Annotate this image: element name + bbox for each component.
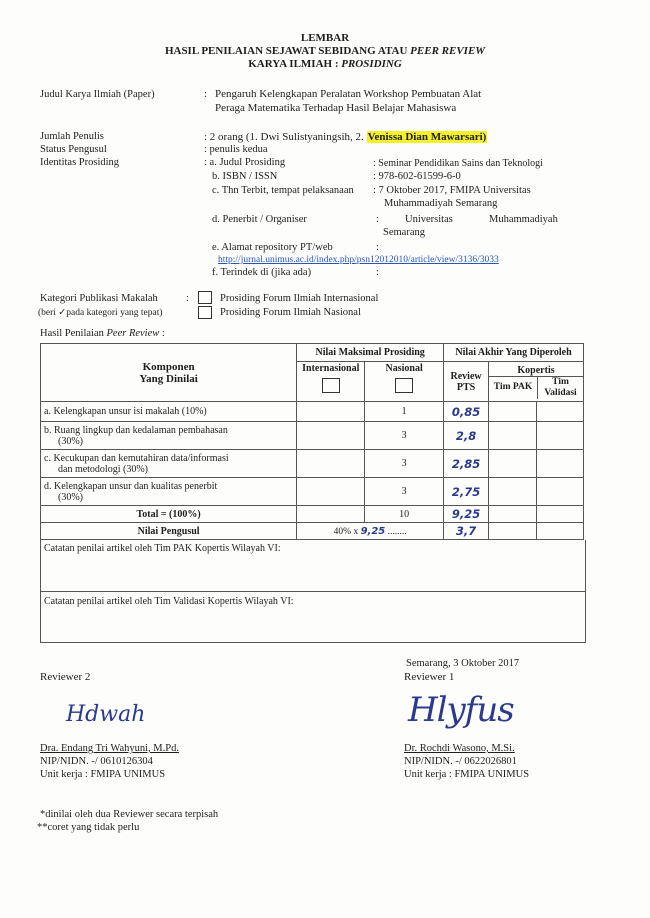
table-row (41, 422, 584, 450)
judul-label: Judul Karya Ilmiah (Paper) (40, 89, 155, 100)
hasil-italic: Peer Review (106, 328, 160, 339)
judul-value: Pengaruh Kelengkapan Peralatan Workshop Pembuatan Alat (215, 88, 482, 100)
validasi-text: Validasi (544, 387, 577, 398)
row-tim-pak (489, 478, 537, 506)
terindek-colon: : (376, 267, 379, 278)
row-review: 2,75 (444, 478, 489, 506)
highlighted-author: Venissa Dian Mawarsari) (367, 131, 487, 143)
row-label (41, 478, 297, 506)
row-tim-pak (489, 402, 537, 422)
row-internasional (297, 422, 365, 450)
hasil-suffix: : (159, 328, 165, 339)
review-text: Review (450, 370, 482, 382)
nasional-box[interactable] (395, 378, 413, 393)
checkbox-nasional[interactable] (198, 306, 212, 319)
tahun-value-2: Muhammadiyah Semarang (384, 198, 498, 209)
row-label-1: b. Ruang lingkup dan kedalaman pembahasan (44, 424, 228, 436)
row-label (41, 402, 297, 422)
isbn-label: b. ISBN / ISSN (212, 171, 278, 182)
tahun-value: : 7 Oktober 2017, FMIPA Universitas (373, 185, 531, 196)
total-review: 9,25 (444, 506, 489, 523)
repository-link[interactable]: http://jurnal.unimus.ac.id/index.php/psn12012010/article/view/3136/3033 (218, 255, 499, 265)
footnote-2: **coret yang tidak perlu (37, 822, 140, 833)
judul-colon: : (204, 89, 207, 100)
review-header (444, 362, 489, 402)
pengusul-formula-text: 40% x (333, 526, 361, 537)
row-tim-validasi (537, 478, 584, 506)
row-nasional: 3 (365, 450, 444, 478)
row-label-2: dan metodologi (30%) (58, 463, 148, 475)
row-review: 2,85 (444, 450, 489, 478)
row-label (41, 422, 297, 450)
opt-internasional: Prosiding Forum Ilmiah Internasional (220, 293, 379, 304)
row-tim-validasi (537, 422, 584, 450)
nilai-akhir-header: Nilai Akhir Yang Diperoleh (444, 344, 584, 362)
table-row (41, 450, 584, 478)
pengusul-formula-hand: 9,25 (360, 525, 386, 537)
catatan-pak-box[interactable] (40, 540, 586, 592)
row-label-2: (30%) (58, 435, 83, 447)
pengusul-formula (297, 523, 444, 540)
identitas-label: Identitas Prosiding (40, 157, 120, 168)
total-row (41, 506, 584, 523)
internasional-text: Internasional (302, 363, 360, 374)
reviewer1-unit: Unit kerja : FMIPA UNIMUS (404, 769, 530, 780)
total-internasional (297, 506, 365, 523)
kopertis-header (489, 362, 584, 402)
catatan-pak-label: Catatan penilai artikel oleh Tim PAK Kopertis Wilayah VI: (44, 543, 281, 554)
row-label (41, 450, 297, 478)
reviewer2-nip: NIP/NIDN. -/ 0610126304 (40, 756, 153, 767)
row-review: 0,85 (444, 402, 489, 422)
row-internasional (297, 450, 365, 478)
table-row (41, 402, 584, 422)
judul-prosiding-label: : a. Judul Prosiding (204, 157, 286, 168)
row-label-2: (30%) (58, 491, 83, 503)
row-label-1: a. Kelengkapan unsur isi makalah (10%) (44, 406, 207, 417)
row-internasional (297, 478, 365, 506)
total-tim-pak (489, 506, 537, 523)
repository-colon: : (376, 242, 379, 253)
reviewer1-name: Dr. Rochdi Wasono, M.Si. (404, 743, 515, 754)
reviewer2-signature: Hdwah (66, 702, 146, 727)
subtitle-italic: PEER REVIEW (410, 45, 486, 57)
penerbit-value: Universitas (405, 214, 453, 225)
reviewer2-title: Reviewer 2 (40, 671, 91, 683)
reviewer1-signature: Hlyfus (408, 690, 514, 730)
kategori-hint: (beri ✓pada kategori yang tepat) (38, 308, 163, 318)
hasil-text: Hasil Penilaian (40, 328, 107, 339)
penerbit-colon: : (376, 214, 379, 225)
row-nasional: 3 (365, 422, 444, 450)
penilaian-table (40, 343, 584, 540)
judul-prosiding-value: : Seminar Pendidikan Sains dan Teknologi (373, 158, 543, 169)
doc-subtitle (0, 45, 650, 57)
row-internasional (297, 402, 365, 422)
tim-text: Tim (552, 376, 569, 387)
subtitle2-italic: PROSIDING (341, 58, 402, 70)
komponen-header (41, 344, 297, 402)
isbn-value: : 978-602-61599-6-0 (373, 171, 461, 182)
reviewer1-nip: NIP/NIDN. -/ 0622026801 (404, 756, 517, 767)
footnote-1: *dinilai oleh dua Reviewer secara terpisah (40, 809, 219, 820)
komponen-h2: Yang Dinilai (139, 372, 198, 385)
row-tim-pak (489, 422, 537, 450)
reviewer1-title: Reviewer 1 (404, 671, 455, 683)
table-row (41, 478, 584, 506)
kopertis-text: Kopertis (489, 365, 583, 377)
pengusul-label: Nilai Pengusul (41, 523, 297, 540)
row-nasional: 3 (365, 478, 444, 506)
nilai-maks-header: Nilai Maksimal Prosiding (297, 344, 444, 362)
nasional-header (365, 362, 444, 402)
terindek-label: f. Terindek di (jika ada) (212, 267, 312, 278)
reviewer2-name: Dra. Endang Tri Wahyuni, M.Pd. (40, 743, 179, 754)
catatan-validasi-label: Catatan penilai artikel oleh Tim Validasi Kopertis Wilayah VI: (44, 596, 294, 607)
row-label-1: d. Kelengkapan unsur dan kualitas penerbit (44, 480, 218, 492)
subtitle2-text: KARYA ILMIAH : (248, 58, 342, 70)
row-tim-pak (489, 450, 537, 478)
status-value: : penulis kedua (204, 144, 268, 155)
opt-nasional: Prosiding Forum Ilmiah Nasional (220, 307, 361, 318)
row-tim-validasi (537, 450, 584, 478)
pengusul-formula-dots: ........ (385, 526, 407, 537)
total-nasional: 10 (365, 506, 444, 523)
internasional-header (297, 362, 365, 402)
row-nasional: 1 (365, 402, 444, 422)
tahun-label: c. Thn Terbit, tempat pelaksanaan (212, 185, 354, 196)
pengusul-tim-pak (489, 523, 537, 540)
pengusul-tim-validasi (537, 523, 584, 540)
reviewer1-place-date: Semarang, 3 Oktober 2017 (406, 658, 520, 669)
status-label: Status Pengusul (40, 144, 107, 155)
penerbit-value-2: Semarang (383, 227, 425, 238)
internasional-box[interactable] (322, 378, 340, 393)
pengusul-row (41, 523, 584, 540)
total-label: Total = (100%) (41, 506, 297, 523)
kategori-colon: : (186, 293, 189, 304)
pengusul-review: 3,7 (444, 523, 489, 540)
kategori-label: Kategori Publikasi Makalah (40, 293, 158, 304)
komponen-h1: Komponen (142, 360, 195, 373)
judul-value-2: Peraga Matematika Terhadap Hasil Belajar Mahasiswa (215, 102, 457, 114)
nasional-text: Nasional (385, 363, 423, 374)
jumlah-value (204, 131, 487, 143)
total-tim-validasi (537, 506, 584, 523)
checkbox-internasional[interactable] (198, 291, 212, 304)
repository-label: e. Alamat repository PT/web (212, 242, 333, 253)
reviewer2-unit: Unit kerja : FMIPA UNIMUS (40, 769, 166, 780)
jumlah-text: : 2 orang (1. Dwi Sulistyaningsih, 2. (204, 131, 367, 143)
pts-text: PTS (456, 381, 476, 393)
subtitle-text: HASIL PENILAIAN SEJAWAT SEBIDANG ATAU (164, 45, 411, 57)
row-review: 2,8 (444, 422, 489, 450)
row-tim-validasi (537, 402, 584, 422)
doc-title: LEMBAR (300, 32, 350, 44)
doc-subtitle-2 (0, 58, 650, 70)
penerbit-value-b: Muhammadiyah (489, 214, 558, 225)
tim-pak-text: Tim PAK (489, 377, 538, 399)
row-label-1: c. Kecukupan dan kemutahiran data/informasi (44, 452, 229, 464)
jumlah-label: Jumlah Penulis (40, 131, 104, 142)
hasil-label (40, 328, 165, 339)
penerbit-label: d. Penerbit / Organiser (212, 214, 307, 225)
catatan-validasi-box[interactable] (40, 591, 586, 643)
